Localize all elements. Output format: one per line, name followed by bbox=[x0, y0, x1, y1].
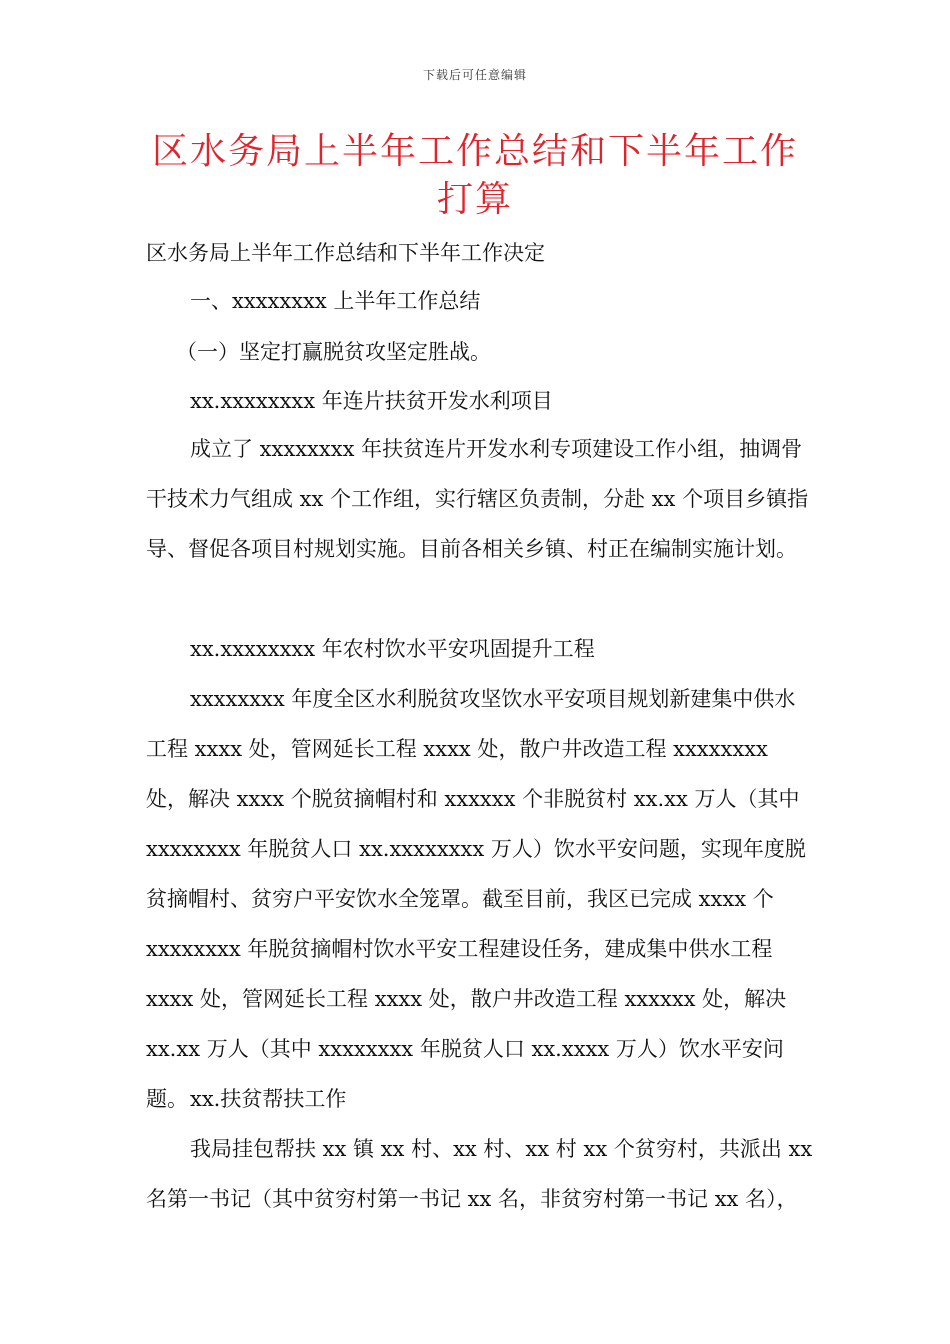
item-heading-1: xx.xxxxxxxx 年连片扶贫开发水利项目 bbox=[190, 389, 553, 413]
subsection-heading-1: （一）坚定打赢脱贫攻坚定胜战。 bbox=[176, 340, 491, 364]
item-heading-3: xx.扶贫帮扶工作 bbox=[190, 1087, 347, 1111]
item-paragraph-2: xxxxxxxx 年度全区水利脱贫攻坚饮水平安项目规划新建集中供水工程 xxxx 处，管网延长工程 xxxx 处，散户井改造工程 xxxxxxxx 处，解决 xxxx 个脱贫摘帽村和 xxxxxx 个非脱贫村 xx.xx 万人（其中 xxxxxxxx 年脱贫人口 xx.xxxxxxxx 万人）饮水平安问题，实现年度脱贫摘帽村、贫穷户平安饮水全笼罩。截至目前，我区已完成 xxxx 个 xxxxxxxx 年脱贫摘帽村饮水平安工程建设任务，建成集中供水工程 xxxx 处，管网延长工程 xxxx 处，散户井改造工程 xxxxxx 处，解决 xx.xx 万人（其中 xxxxxxxx 年脱贫人口 xx.xxxx 万人）饮水平安问题。 bbox=[146, 687, 806, 1111]
document-subtitle: 区水务局上半年工作总结和下半年工作决定 bbox=[146, 241, 545, 265]
document-title: 区水务局上半年工作总结和下半年工作打算 bbox=[151, 131, 798, 220]
item-paragraph-1: 成立了 xxxxxxxx 年扶贫连片开发水利专项建设工作小组，抽调骨干技术力气组成 xx 个工作组，实行辖区负责制，分赴 xx 个项目乡镇指导、督促各项目村规划实施。目前各相关乡镇、村正在编制实施计划。 bbox=[146, 437, 809, 561]
item-paragraph-3: 我局挂包帮扶 xx 镇 xx 村、xx 村、xx 村 xx 个贫穷村，共派出 xx 名第一书记（其中贫穷村第一书记 xx 名，非贫穷村第一书记 xx 名）， bbox=[146, 1137, 813, 1211]
section-heading-1: 一、xxxxxxxx 上半年工作总结 bbox=[190, 289, 481, 313]
item-heading-2: xx.xxxxxxxx 年农村饮水平安巩固提升工程 bbox=[190, 637, 595, 661]
page-header-note: 下载后可任意编辑 bbox=[422, 68, 527, 82]
